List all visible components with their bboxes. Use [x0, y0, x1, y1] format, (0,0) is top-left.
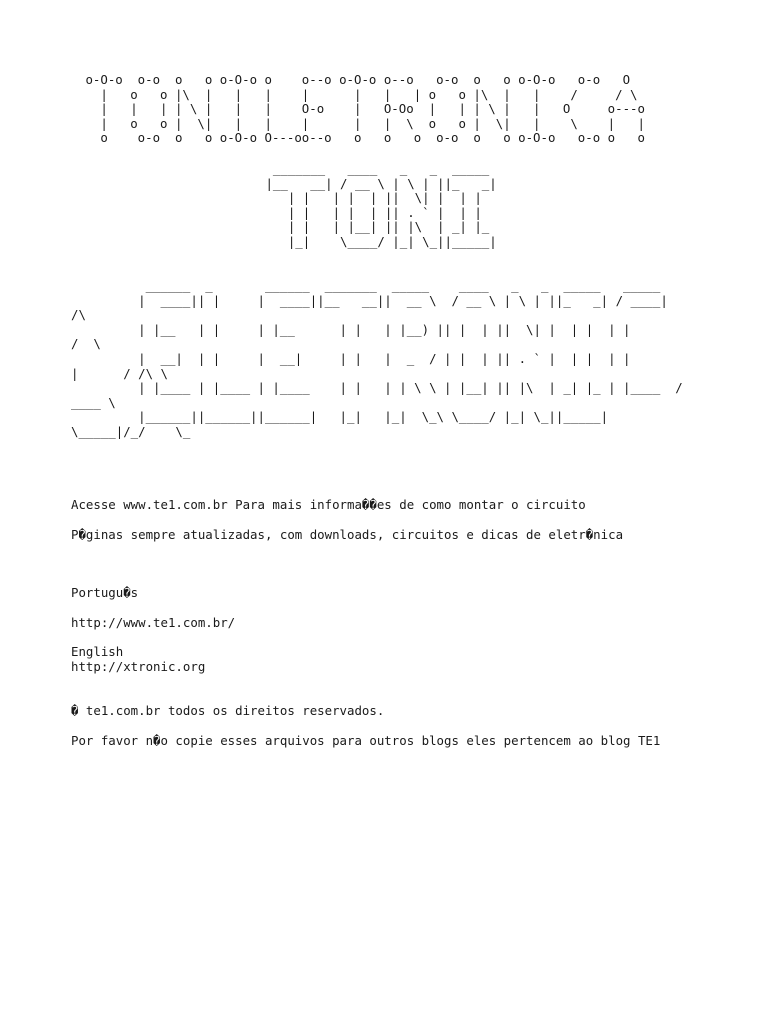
- english-url-link[interactable]: http://xtronic.org: [71, 659, 206, 674]
- ascii-banner-electronica: ______ _ ______ _______ _____ ____ _ _ _____ _____ | ____|| | | ____||__ __|| __ \ / __ \ | \ | ||_ _| / ____| /\ | |__ | | | |__ | | | |__) || | | || \| | | | | | / \ | __| | | | __| | | | _ / | | | || . ` | | | | | | / /\ \ | |____ | |____ | |____ | | | | \ \ | |__| || |\ | _| |_ | |____ / ____ \ |______||______||______| |_| |_| \_\ \____/ |_| \_||_____| \_____|/_/ \_: [71, 278, 683, 439]
- ascii-banner-small: o-O-o o-o o o o-O-o o o--o o-O-o o--o o-o o o o-O-o o-o O | o o |\ | | | | | | | o o |\ | | / / \ | | | | \ | | | O-o | O-Oo | | | \ | | O o---o | o o | \| | | | | | \ o o | \| | \ | | o o-o o o o-O-o O---oo--o o o o o-o o o o-O-o o-o o o: [85, 72, 645, 146]
- copyright-text: � te1.com.br todos os direitos reservados.: [71, 703, 385, 718]
- ascii-banner-tonic: _______ ____ _ _ _____ |__ __| / __ \ | \ | ||_ _| | | | | | || \| | | | | | | | | || . ` | | | | | | |__| || |\ | _| |_ |_| \____/ |_| \_||_____|: [265, 161, 497, 249]
- do-not-copy-notice: Por favor n�o copie esses arquivos para outros blogs eles pertencem ao blog TE1: [71, 733, 661, 748]
- pages-updated-text: P�ginas sempre atualizadas, com downloads, circuitos e dicas de eletr�nica: [71, 527, 624, 542]
- visit-site-text: Acesse www.te1.com.br Para mais informa��es de como montar o circuito: [71, 497, 586, 512]
- portuguese-label: Portugu�s: [71, 585, 139, 600]
- portuguese-url-link[interactable]: http://www.te1.com.br/: [71, 615, 236, 630]
- english-label: English: [71, 644, 124, 659]
